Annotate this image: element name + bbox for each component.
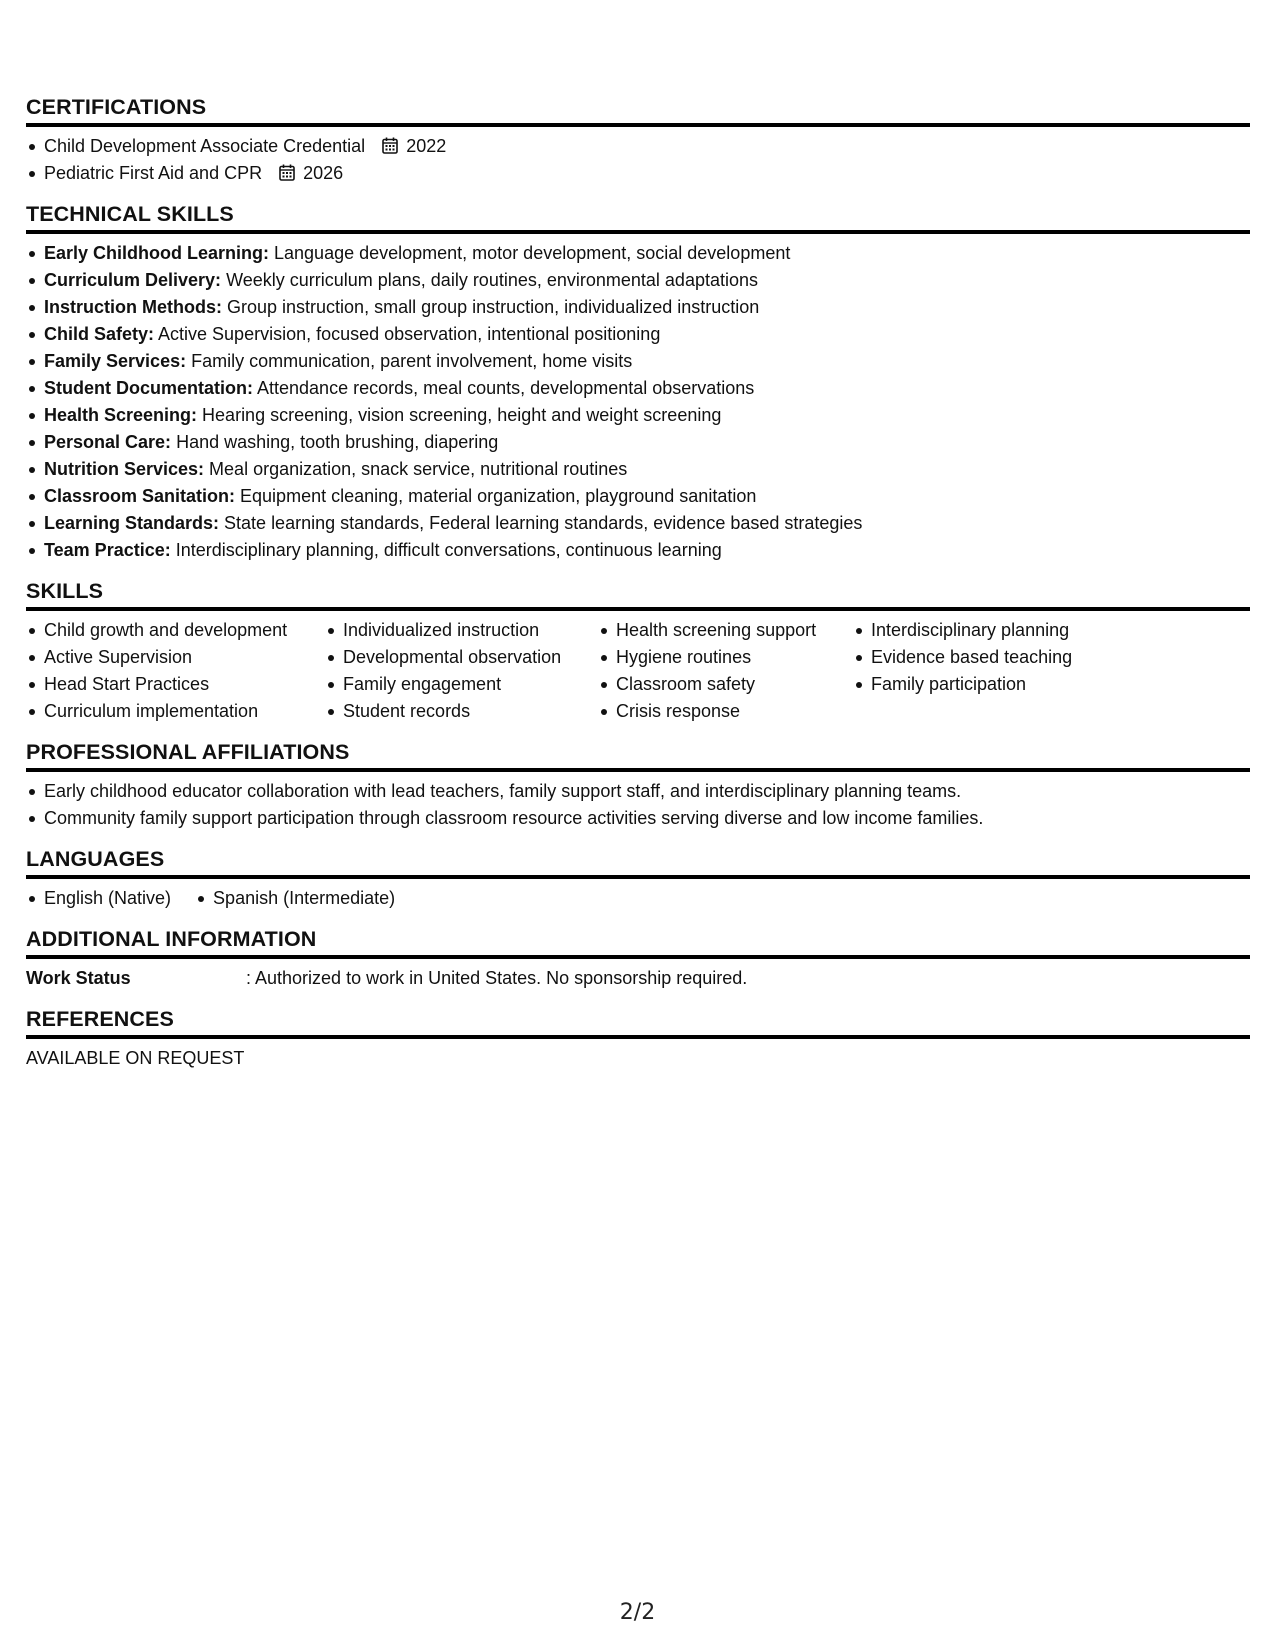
- technical-skills-list: [26, 240, 1250, 564]
- skills-column: [325, 617, 598, 725]
- references-text: AVAILABLE ON REQUEST: [26, 1048, 245, 1068]
- references-section: [26, 1006, 1250, 1072]
- affiliations-list: [26, 778, 1250, 832]
- section-title-additional-info: ADDITIONAL INFORMATION: [26, 926, 1250, 959]
- work-status-row: [26, 965, 1250, 992]
- skills-column: [853, 617, 1153, 725]
- certification-year: 2026: [303, 163, 344, 183]
- technical-skill-item: [26, 294, 1250, 321]
- technical-skill-key: Classroom Sanitation:: [44, 486, 236, 506]
- languages-list: [26, 885, 1250, 912]
- skill-item: Classroom safety: [598, 671, 853, 698]
- technical-skill-value: Meal organization, snack service, nutritional routines: [204, 459, 628, 479]
- work-status-label: Work Status: [26, 968, 131, 988]
- work-status-value: : Authorized to work in United States. No sponsorship required.: [246, 968, 748, 988]
- affiliation-item: Early childhood educator collaboration with lead teachers, family support staff, and interdisciplinary planning teams.: [26, 778, 1250, 805]
- skills-section: [26, 578, 1250, 725]
- technical-skill-value: Weekly curriculum plans, daily routines, environmental adaptations: [221, 270, 758, 290]
- section-title-affiliations: PROFESSIONAL AFFILIATIONS: [26, 739, 1250, 772]
- skill-item: Curriculum implementation: [26, 698, 325, 725]
- certification-year: 2022: [406, 136, 447, 156]
- language-item: English (Native): [26, 885, 171, 912]
- technical-skill-key: Learning Standards:: [44, 513, 220, 533]
- technical-skills-section: [26, 201, 1250, 564]
- skills-column: [26, 617, 325, 725]
- language-item: Spanish (Intermediate): [195, 885, 395, 912]
- section-title-skills: SKILLS: [26, 578, 1250, 611]
- technical-skill-value: Language development, motor development, social development: [269, 243, 791, 263]
- certification-name: Pediatric First Aid and CPR: [44, 163, 263, 183]
- skill-item: Evidence based teaching: [853, 644, 1153, 671]
- technical-skill-key: Nutrition Services:: [44, 459, 205, 479]
- technical-skill-key: Early Childhood Learning:: [44, 243, 270, 263]
- technical-skill-key: Family Services:: [44, 351, 187, 371]
- languages-section: [26, 846, 1250, 912]
- certifications-list: [26, 133, 1250, 187]
- affiliation-item: Community family support participation through classroom resource activities serving diverse and low income families.: [26, 805, 1250, 832]
- technical-skill-item: [26, 429, 1250, 456]
- skill-item: Individualized instruction: [325, 617, 598, 644]
- technical-skill-value: Active Supervision, focused observation, intentional positioning: [154, 324, 661, 344]
- certification-name: Child Development Associate Credential: [44, 136, 366, 156]
- skill-item: Developmental observation: [325, 644, 598, 671]
- technical-skill-key: Student Documentation:: [44, 378, 253, 398]
- skill-item: Interdisciplinary planning: [853, 617, 1153, 644]
- technical-skill-value: Equipment cleaning, material organization, playground sanitation: [235, 486, 757, 506]
- technical-skill-item: [26, 267, 1250, 294]
- certification-item: [26, 133, 1250, 160]
- technical-skill-item: [26, 402, 1250, 429]
- certification-item: [26, 160, 1250, 187]
- technical-skill-key: Child Safety:: [44, 324, 155, 344]
- resume-page: [26, 94, 1250, 1086]
- technical-skill-item: [26, 375, 1250, 402]
- technical-skill-key: Personal Care:: [44, 432, 172, 452]
- technical-skill-key: Team Practice:: [44, 540, 171, 560]
- technical-skill-item: [26, 537, 1250, 564]
- certifications-section: [26, 94, 1250, 187]
- page-number: 2/2: [619, 1600, 656, 1625]
- skill-item: Active Supervision: [26, 644, 325, 671]
- technical-skill-value: Interdisciplinary planning, difficult conversations, continuous learning: [170, 540, 722, 560]
- affiliations-section: [26, 739, 1250, 832]
- technical-skill-value: Group instruction, small group instruction, individualized instruction: [222, 297, 760, 317]
- section-title-references: REFERENCES: [26, 1006, 1250, 1039]
- skills-grid: [26, 617, 1250, 725]
- calendar-icon: [279, 164, 295, 181]
- technical-skill-key: Curriculum Delivery:: [44, 270, 222, 290]
- calendar-icon: [382, 137, 398, 154]
- section-title-certifications: CERTIFICATIONS: [26, 94, 1250, 127]
- technical-skill-value: State learning standards, Federal learning standards, evidence based strategies: [219, 513, 863, 533]
- technical-skill-item: [26, 240, 1250, 267]
- skill-item: Crisis response: [598, 698, 853, 725]
- technical-skill-value: Hand washing, tooth brushing, diapering: [171, 432, 499, 452]
- skill-item: Family participation: [853, 671, 1153, 698]
- technical-skill-value: Family communication, parent involvement, home visits: [186, 351, 633, 371]
- skill-item: Child growth and development: [26, 617, 325, 644]
- skill-item: Student records: [325, 698, 598, 725]
- skill-item: Head Start Practices: [26, 671, 325, 698]
- technical-skill-key: Instruction Methods:: [44, 297, 222, 317]
- technical-skill-item: [26, 456, 1250, 483]
- section-title-technical-skills: TECHNICAL SKILLS: [26, 201, 1250, 234]
- section-title-languages: LANGUAGES: [26, 846, 1250, 879]
- technical-skill-item: [26, 483, 1250, 510]
- skill-item: Health screening support: [598, 617, 853, 644]
- technical-skill-key: Health Screening:: [44, 405, 198, 425]
- skill-item: Hygiene routines: [598, 644, 853, 671]
- skill-item: Family engagement: [325, 671, 598, 698]
- technical-skill-item: [26, 510, 1250, 537]
- technical-skill-value: Attendance records, meal counts, developmental observations: [253, 378, 755, 398]
- technical-skill-item: [26, 348, 1250, 375]
- technical-skill-value: Hearing screening, vision screening, height and weight screening: [197, 405, 722, 425]
- skills-column: [598, 617, 853, 725]
- technical-skill-item: [26, 321, 1250, 348]
- additional-info-section: [26, 926, 1250, 992]
